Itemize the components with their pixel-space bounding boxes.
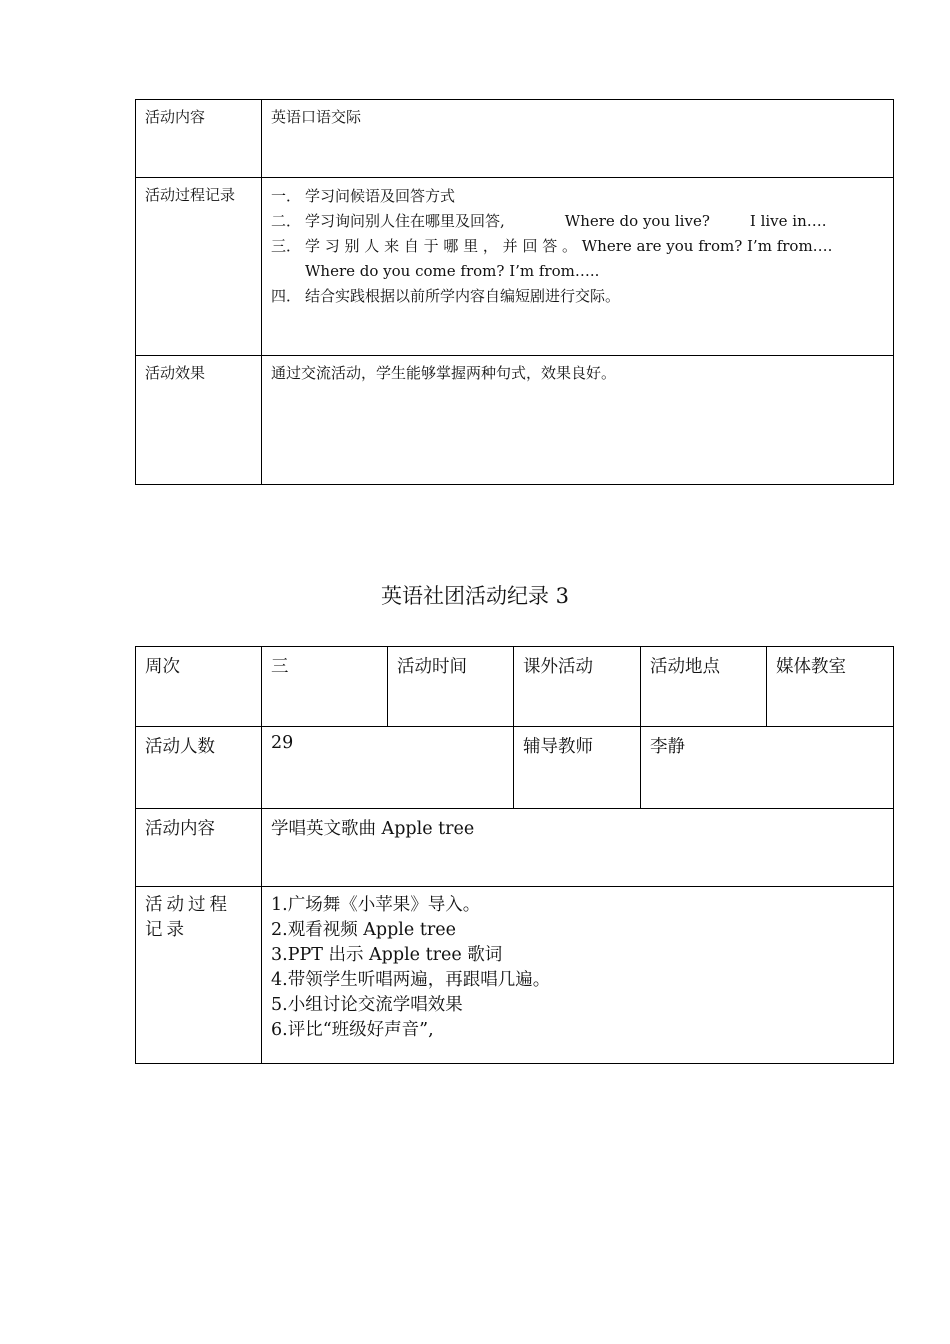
content-label: 活动内容 [136, 100, 262, 178]
process-item: 四． 结合实践根据以前所学内容自编短剧进行交际。 [271, 287, 621, 305]
process-item: 三． 学 习 别 人 来 自 于 哪 里 ， 并 回 答 。 Where are you from? I’m from…. [271, 237, 833, 255]
process-item: 一． 学习问候语及回答方式 [271, 187, 456, 205]
effect-value: 通过交流活动，学生能够掌握两种句式，效果良好。 [262, 356, 894, 485]
time-value: 课外活动 [514, 647, 641, 727]
count-value: 29 [262, 727, 514, 809]
time-label: 活动时间 [388, 647, 514, 727]
process-item: 二． 学习询问别人住在哪里及回答, Where do you live? I live in…. [271, 212, 827, 230]
process-item-continued: Where do you come from? I’m from….. [305, 262, 600, 280]
week-value: 三 [262, 647, 388, 727]
teacher-label: 辅导教师 [514, 727, 641, 809]
activity-record-table-2 [135, 646, 894, 1064]
content-value: 英语口语交际 [262, 100, 894, 178]
content-value-2: 学唱英文歌曲 Apple tree [262, 809, 894, 887]
process-step: 6.评比“班级好声音”, [271, 1020, 434, 1040]
process-step: 4.带领学生听唱两遍，再跟唱几遍。 [271, 970, 551, 990]
process-label-2: 活动过程记录 [136, 887, 262, 1064]
process-step: 5.小组讨论交流学唱效果 [271, 995, 463, 1015]
process-steps [262, 887, 894, 1064]
process-step: 1.广场舞《小苹果》导入。 [271, 895, 481, 915]
record-title: 英语社团活动纪录 3 [380, 584, 570, 608]
place-value: 媒体教室 [767, 647, 894, 727]
process-label: 活动过程记录 [136, 178, 262, 356]
place-label: 活动地点 [641, 647, 767, 727]
process-record [262, 178, 894, 356]
count-label: 活动人数 [136, 727, 262, 809]
activity-record-table-1 [135, 99, 894, 485]
process-step: 2.观看视频 Apple tree [271, 920, 456, 940]
week-label: 周次 [136, 647, 262, 727]
content-label-2: 活动内容 [136, 809, 262, 887]
process-step: 3.PPT 出示 Apple tree 歌词 [271, 945, 503, 965]
teacher-value: 李静 [641, 727, 894, 809]
effect-label: 活动效果 [136, 356, 262, 485]
